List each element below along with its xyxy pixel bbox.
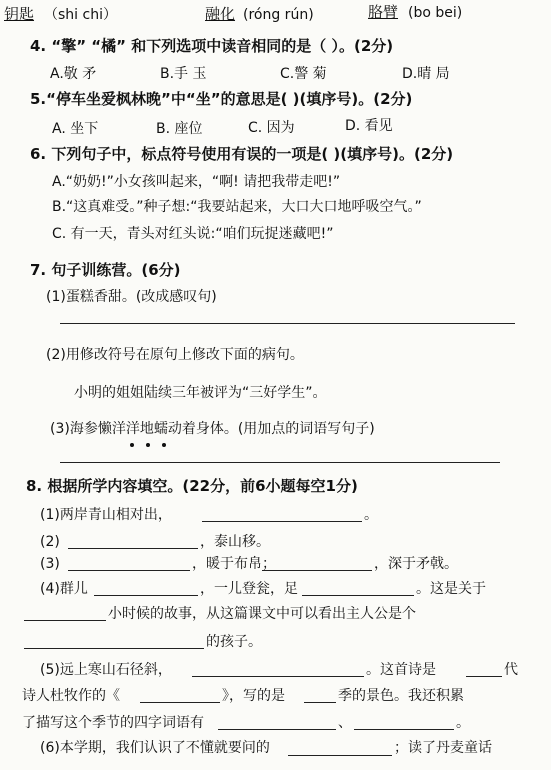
q8-line-5-poet: 诗人杜牧作的《 <box>22 688 120 704</box>
q6-option-b: B.“这真难受。”种子想:“我要站起来，大口大口地呼吸空气。” <box>52 199 422 215</box>
q8-line-1-end: 。 <box>364 507 378 523</box>
q8-line-6-end: ；读了丹麦童话 <box>394 740 492 756</box>
q8-line-4-end: 。这是关于 <box>416 581 486 597</box>
word-2: 融化 <box>205 5 236 23</box>
blank-5-1[interactable] <box>192 676 364 677</box>
q4-option-a: A.敬 矛 <box>50 66 97 82</box>
answer-line-2[interactable] <box>60 462 500 463</box>
q8-line-5-sep: 、 <box>338 715 352 731</box>
q7-stem: 7. 句子训练营。(6分) <box>30 261 181 279</box>
emphasis-dot <box>162 443 166 447</box>
q6-stem: 6. 下列句子中，标点符号使用有误的一项是( )(填序号)。(2分) <box>30 145 454 163</box>
blank-3-1[interactable] <box>68 570 190 571</box>
q8-line-5-accum: 季的景色。我还积累 <box>338 688 464 704</box>
blank-2-1[interactable] <box>68 548 198 549</box>
q4-option-d: D.晴 局 <box>402 66 450 82</box>
pinyin-1: （shi chi） <box>44 7 117 23</box>
pinyin-3: (bo bei) <box>408 5 463 21</box>
emphasis-dot <box>130 443 134 447</box>
blank-5-6[interactable] <box>354 729 454 730</box>
q6-option-c: C. 有一天，青头对红头说:“咱们玩捉迷藏吧!” <box>52 226 334 242</box>
q5-option-c: C. 因为 <box>248 120 295 136</box>
q7-sub-3: (3)海参懒洋洋地蠕动着身体。(用加点的词语写句子) <box>50 421 375 437</box>
blank-4-1[interactable] <box>94 595 198 596</box>
q8-line-4-tail: 的孩子。 <box>206 634 262 650</box>
q8-line-1-text: (1)两岸青山相对出， <box>40 507 172 523</box>
q6-option-a: A.“奶奶!”小女孩叫起来，“啊! 请把我带走吧!” <box>52 174 341 190</box>
q8-line-2-text: ，泰山移。 <box>200 534 270 550</box>
blank-5-2[interactable] <box>466 676 502 677</box>
blank-4-3[interactable] <box>24 620 106 621</box>
q8-line-5-mid: 。这首诗是 <box>366 662 436 678</box>
q8-line-3-num: (3) <box>40 556 60 572</box>
q8-line-3-mid: ，暖于布帛； <box>192 556 276 572</box>
q7-sub-2: (2)用修改符号在原句上修改下面的病句。 <box>46 347 304 363</box>
q4-option-c: C.警 菊 <box>280 66 327 82</box>
blank-4-2[interactable] <box>302 595 414 596</box>
q4-option-b: B.手 玉 <box>160 66 207 82</box>
q8-line-4-start: (4)群儿 <box>40 581 88 597</box>
emphasis-dot <box>146 443 150 447</box>
blank-5-5[interactable] <box>218 729 336 730</box>
pinyin-2: (róng rún) <box>243 7 314 23</box>
q8-line-4-cont: 小时候的故事，从这篇课文中可以看出主人公是个 <box>108 606 416 622</box>
q5-stem: 5.“停车坐爱枫林晚”中“坐”的意思是( )(填序号)。(2分) <box>30 90 413 108</box>
blank-4-4[interactable] <box>24 648 204 649</box>
q7-sub-1: (1)蛋糕香甜。(改成感叹句) <box>46 289 217 305</box>
q8-line-6-start: (6)本学期，我们认识了不懂就要问的 <box>40 740 270 756</box>
answer-line-1[interactable] <box>60 323 515 324</box>
q8-line-5-dynasty: 代 <box>504 662 518 678</box>
q5-option-d: D. 看见 <box>345 118 393 134</box>
q8-line-2-num: (2) <box>40 534 60 550</box>
q5-option-b: B. 座位 <box>156 121 203 137</box>
q8-stem: 8. 根据所学内容填空。(22分，前6小题每空1分) <box>26 477 358 495</box>
q8-line-5-start: (5)远上寒山石径斜， <box>40 662 172 678</box>
blank-3-2[interactable] <box>262 570 372 571</box>
blank-6-1[interactable] <box>288 755 392 756</box>
q7-sub-2-sentence: 小明的姐姐陆续三年被评为“三好学生”。 <box>74 385 327 401</box>
blank-1-1[interactable] <box>202 521 362 522</box>
q8-line-5-end: 。 <box>456 715 470 731</box>
q4-stem: 4. “擎” “橘” 和下列选项中读音相同的是（ ）。(2分) <box>30 37 394 55</box>
q8-line-3-end: ，深于矛戟。 <box>374 556 458 572</box>
blank-5-3[interactable] <box>140 702 220 703</box>
q5-option-a: A. 坐下 <box>52 121 99 137</box>
q8-line-4-mid: ，一儿登瓮，足 <box>200 581 298 597</box>
word-3: 胳臂 <box>368 3 399 21</box>
blank-5-4[interactable] <box>304 702 336 703</box>
word-1: 钥匙 <box>4 5 35 23</box>
q8-line-5-season: 》，写的是 <box>222 688 285 704</box>
q8-line-5-idioms: 了描写这个季节的四字词语有 <box>22 715 204 731</box>
